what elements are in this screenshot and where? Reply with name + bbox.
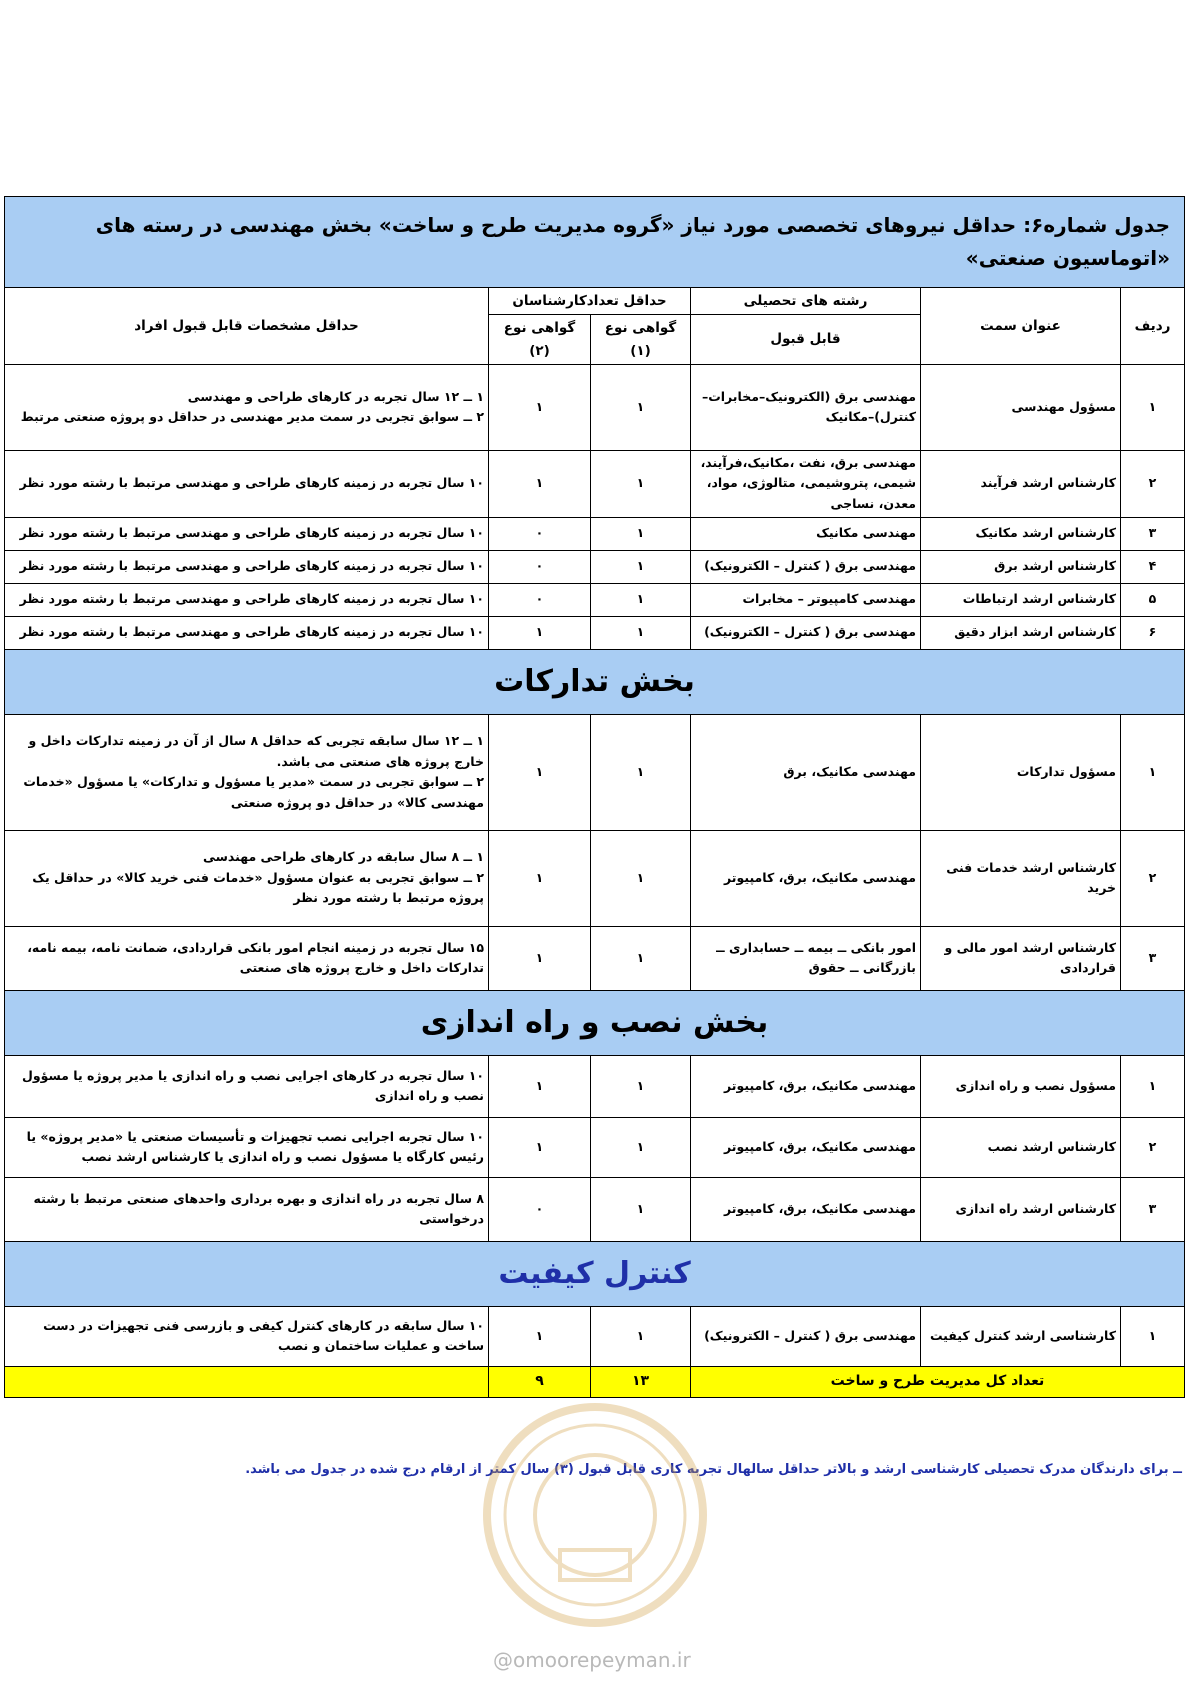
requirements: ۱۰ سال تجربه اجرایی نصب تجهیزات و تأسیسات صنعتی یا «مدیر پروژه» یا رئیس کارگاه یا مسؤول نصب و راه اندازی یا کارشناس ارشد نصب <box>5 1117 489 1177</box>
table-title: جدول شماره۶: حداقل نیروهای تخصصی مورد نیاز «گروه مدیریت طرح و ساخت» بخش مهندسی در رسته های «اتوماسیون صنعتی» <box>5 197 1185 288</box>
row-number: ۱ <box>1121 1055 1185 1117</box>
row-number: ۳ <box>1121 517 1185 550</box>
acceptable-fields: مهندسی برق ( کنترل – الکترونیک) <box>691 616 921 649</box>
row-number: ۶ <box>1121 616 1185 649</box>
requirements: ۱۵ سال تجربه در زمینه انجام امور بانکی قراردادی، ضمانت نامه، بیمه نامه، تدارکات داخل و خارج پروژه های صنعتی <box>5 926 489 990</box>
position-title: کارشناس ارشد نصب <box>921 1117 1121 1177</box>
requirements: ۱۰ سال تجربه در زمینه کارهای طراحی و مهندسی مرتبط با رشته مورد نظر <box>5 450 489 517</box>
requirements: ۱۰ سال سابقه در کارهای کنترل کیفی و بازرسی فنی تجهیزات در دست ساخت و عملیات ساختمان و نصب <box>5 1306 489 1366</box>
row-number: ۳ <box>1121 1177 1185 1241</box>
requirements: ۱ ــ ۸ سال سابقه در کارهای طراحی مهندسی ۲ ــ سوابق تجربی به عنوان مسؤول «خدمات فنی خرید کالا» در حداقل یک پروژه مرتبط با رشته مورد نظر <box>5 830 489 926</box>
acceptable-fields: مهندسی مکانیک، برق، کامپیوتر <box>691 1177 921 1241</box>
row-number: ۳ <box>1121 926 1185 990</box>
table-row <box>5 550 1185 583</box>
acceptable-fields: مهندسی برق ( کنترل – الکترونیک) <box>691 550 921 583</box>
header-cert1: گواهی نوع (۱) <box>591 315 691 365</box>
acceptable-fields: مهندسی مکانیک، برق <box>691 714 921 830</box>
acceptable-fields: امور بانکی ــ بیمه ــ حسابداری ــ بازرگانی ــ حقوق <box>691 926 921 990</box>
row-number: ۲ <box>1121 1117 1185 1177</box>
header-requirements: حداقل مشخصات قابل قبول افراد <box>5 288 489 365</box>
section-title: کنترل کیفیت <box>5 1241 1185 1306</box>
cert2-count: ۱ <box>489 1306 591 1366</box>
table-row <box>5 1055 1185 1117</box>
row-number: ۴ <box>1121 550 1185 583</box>
section-row <box>5 649 1185 714</box>
table-row <box>5 517 1185 550</box>
title-row <box>5 197 1185 288</box>
header-fields-bottom: قابل قبول <box>691 315 921 365</box>
footnote: ــ برای دارندگان مدرک تحصیلی کارشناسی ارشد و بالاتر حداقل سالهال تجربه کاری قابل قبول (۳) سال کمتر از ارقام درج شده در جدول می باشد. <box>245 1462 1182 1477</box>
table-row <box>5 1306 1185 1366</box>
position-title: کارشناسی ارشد کنترل کیفیت <box>921 1306 1121 1366</box>
cert1-count: ۱ <box>591 616 691 649</box>
requirements: ۸ سال تجربه در راه اندازی و بهره برداری واحدهای صنعتی مرتبط با رشته درخواستی <box>5 1177 489 1241</box>
row-number: ۱ <box>1121 364 1185 450</box>
requirements: ۱۰ سال تجربه در زمینه کارهای طراحی و مهندسی مرتبط با رشته مورد نظر <box>5 583 489 616</box>
row-number: ۲ <box>1121 830 1185 926</box>
row-number: ۲ <box>1121 450 1185 517</box>
cert1-count: ۱ <box>591 1177 691 1241</box>
cert2-count: ۱ <box>489 616 591 649</box>
header-count: حداقل تعدادکارشناسان <box>489 288 691 315</box>
staff-table <box>4 196 1185 1398</box>
section-row <box>5 990 1185 1055</box>
requirements: ۱۰ سال تجربه در کارهای اجرایی نصب و راه اندازی یا مدیر پروژه یا مسؤول نصب و راه اندازی <box>5 1055 489 1117</box>
table-row <box>5 926 1185 990</box>
cert2-count: ۰ <box>489 550 591 583</box>
table-row <box>5 830 1185 926</box>
cert2-count: ۱ <box>489 450 591 517</box>
row-number: ۱ <box>1121 1306 1185 1366</box>
cert1-count: ۱ <box>591 1306 691 1366</box>
header-position: عنوان سمت <box>921 288 1121 365</box>
table-row <box>5 364 1185 450</box>
header-fields-top: رشته های تحصیلی <box>691 288 921 315</box>
requirements: ۱۰ سال تجربه در زمینه کارهای طراحی و مهندسی مرتبط با رشته مورد نظر <box>5 550 489 583</box>
acceptable-fields: مهندسی مکانیک، برق، کامپیوتر <box>691 830 921 926</box>
header-cert2: گواهی نوع (۲) <box>489 315 591 365</box>
cert1-count: ۱ <box>591 830 691 926</box>
cert2-count: ۱ <box>489 714 591 830</box>
total-empty <box>5 1366 489 1397</box>
table-row <box>5 1117 1185 1177</box>
table-row <box>5 583 1185 616</box>
total-cert2: ۹ <box>489 1366 591 1397</box>
cert1-count: ۱ <box>591 926 691 990</box>
row-number: ۵ <box>1121 583 1185 616</box>
cert2-count: ۱ <box>489 1117 591 1177</box>
requirements: ۱۰ سال تجربه در زمینه کارهای طراحی و مهندسی مرتبط با رشته مورد نظر <box>5 517 489 550</box>
position-title: کارشناس ارشد برق <box>921 550 1121 583</box>
acceptable-fields: مهندسی مکانیک <box>691 517 921 550</box>
section-title: بخش نصب و راه اندازی <box>5 990 1185 1055</box>
cert1-count: ۱ <box>591 550 691 583</box>
position-title: مسؤول مهندسی <box>921 364 1121 450</box>
watermark-seal-icon <box>480 1400 710 1630</box>
position-title: کارشناس ارشد ابزار دقیق <box>921 616 1121 649</box>
cert1-count: ۱ <box>591 450 691 517</box>
cert1-count: ۱ <box>591 583 691 616</box>
cert1-count: ۱ <box>591 364 691 450</box>
position-title: کارشناس ارشد راه اندازی <box>921 1177 1121 1241</box>
cert1-count: ۱ <box>591 517 691 550</box>
cert2-count: ۱ <box>489 364 591 450</box>
position-title: مسؤول تدارکات <box>921 714 1121 830</box>
acceptable-fields: مهندسی برق، نفت ،مکانیک،فرآیند، شیمی، پتروشیمی، متالوژی، مواد، معدن، نساجی <box>691 450 921 517</box>
position-title: کارشناس ارشد فرآیند <box>921 450 1121 517</box>
section-title: بخش تدارکات <box>5 649 1185 714</box>
table-row <box>5 714 1185 830</box>
header-row-number: ردیف <box>1121 288 1185 365</box>
requirements: ۱۰ سال تجربه در زمینه کارهای طراحی و مهندسی مرتبط با رشته مورد نظر <box>5 616 489 649</box>
cert1-count: ۱ <box>591 714 691 830</box>
cert2-count: ۱ <box>489 1055 591 1117</box>
total-cert1: ۱۳ <box>591 1366 691 1397</box>
header-row <box>5 288 1185 315</box>
acceptable-fields: مهندسی کامپیوتر – مخابرات <box>691 583 921 616</box>
position-title: کارشناس ارشد خدمات فنی خرید <box>921 830 1121 926</box>
section-row <box>5 1241 1185 1306</box>
table-row <box>5 450 1185 517</box>
cert2-count: ۱ <box>489 830 591 926</box>
position-title: کارشناس ارشد مکانیک <box>921 517 1121 550</box>
cert1-count: ۱ <box>591 1117 691 1177</box>
table-row <box>5 616 1185 649</box>
watermark-text: @omoorepeyman.ir <box>493 1648 691 1672</box>
cert2-count: ۰ <box>489 583 591 616</box>
cert2-count: ۱ <box>489 926 591 990</box>
total-label: تعداد کل مدیریت طرح و ساخت <box>691 1366 1185 1397</box>
acceptable-fields: مهندسی برق ( کنترل – الکترونیک) <box>691 1306 921 1366</box>
acceptable-fields: مهندسی برق (الکترونیک–مخابرات–کنترل)–مکانیک <box>691 364 921 450</box>
row-number: ۱ <box>1121 714 1185 830</box>
position-title: کارشناس ارشد ارتباطات <box>921 583 1121 616</box>
acceptable-fields: مهندسی مکانیک، برق، کامپیوتر <box>691 1117 921 1177</box>
document <box>5 196 1185 1398</box>
requirements: ۱ ــ ۱۲ سال سابقه تجربی که حداقل ۸ سال از آن در زمینه تدارکات داخل و خارج پروژه های صنعتی می باشد. ۲ ــ سوابق تجربی در سمت «مدیر یا مسؤول و تدارکات» یا مسؤول «خدمات مهندسی کالا» در حداقل دو پروژه صنعتی <box>5 714 489 830</box>
cert2-count: ۰ <box>489 517 591 550</box>
total-row <box>5 1366 1185 1397</box>
requirements: ۱ ــ ۱۲ سال تجربه در کارهای طراحی و مهندسی ۲ ــ سوابق تجربی در سمت مدیر مهندسی در حداقل دو پروژه صنعتی مرتبط <box>5 364 489 450</box>
position-title: مسؤول نصب و راه اندازی <box>921 1055 1121 1117</box>
table-row <box>5 1177 1185 1241</box>
cert1-count: ۱ <box>591 1055 691 1117</box>
acceptable-fields: مهندسی مکانیک، برق، کامپیوتر <box>691 1055 921 1117</box>
position-title: کارشناس ارشد امور مالی و قراردادی <box>921 926 1121 990</box>
cert2-count: ۰ <box>489 1177 591 1241</box>
